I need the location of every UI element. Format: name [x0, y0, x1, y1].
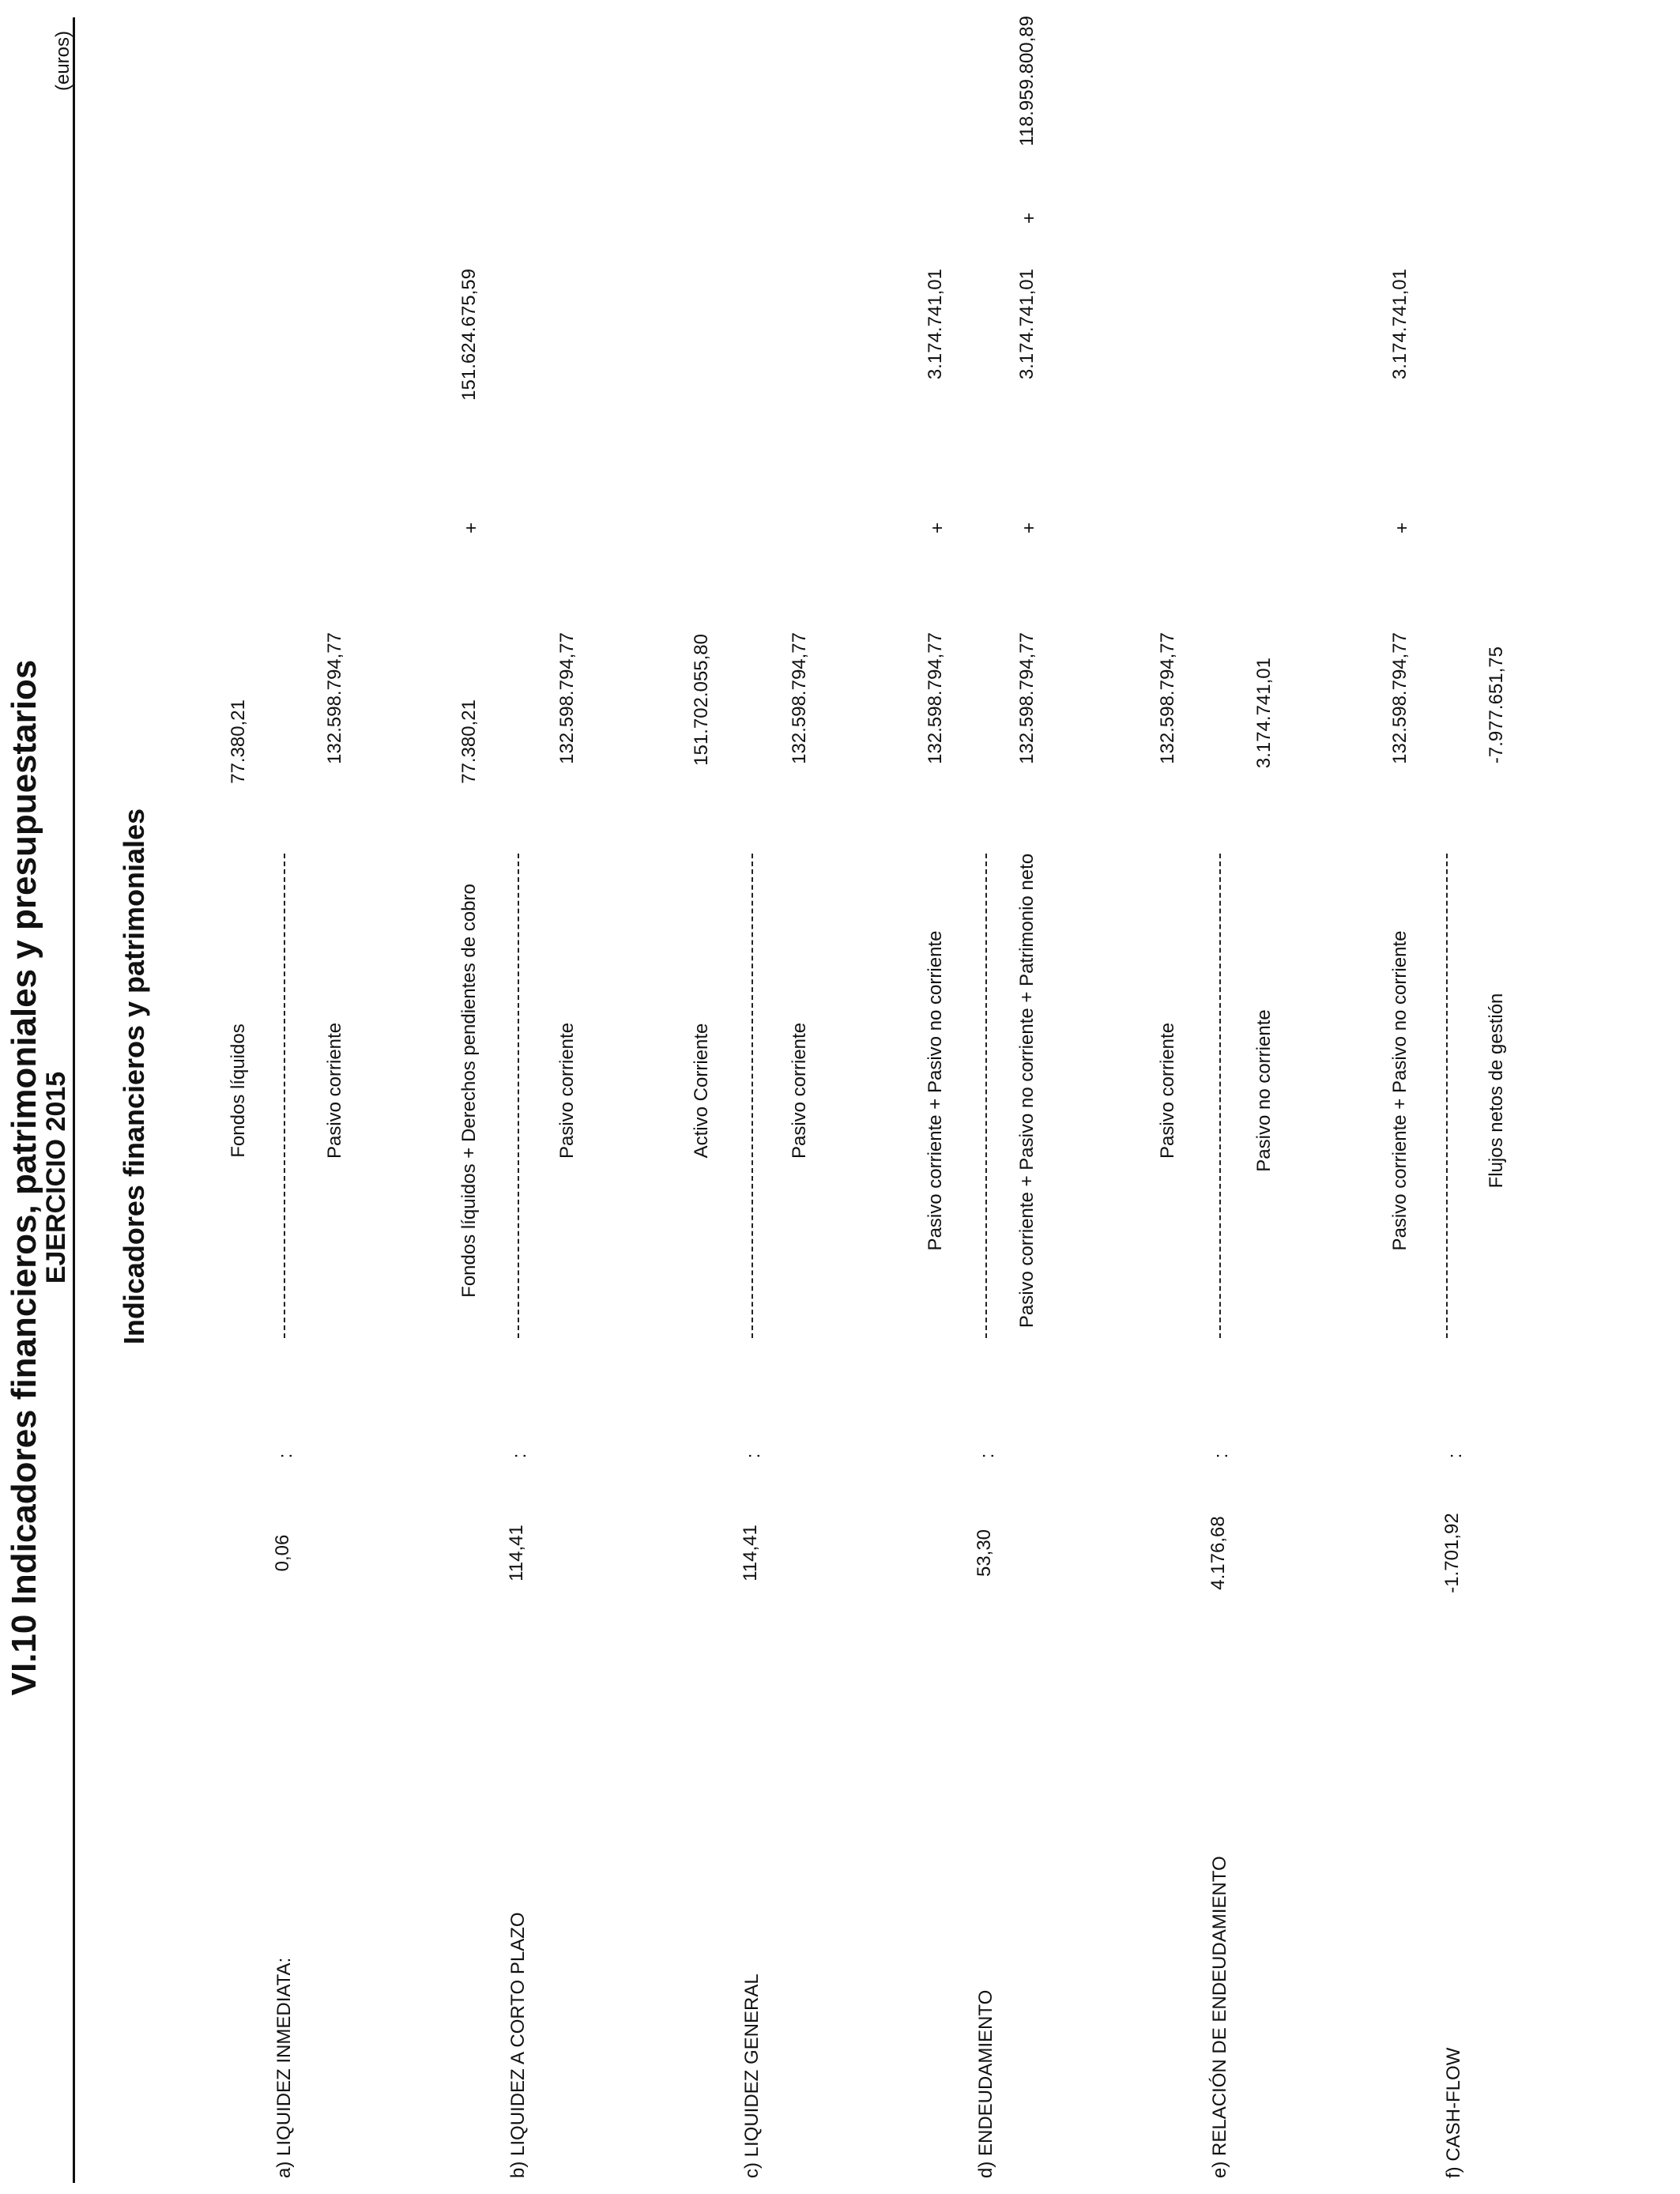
indicator-result: 4.176,68: [1207, 1516, 1229, 1590]
numerator-value: 3.174.741,01: [1389, 269, 1411, 380]
denominator-label: Pasivo corriente: [556, 1022, 578, 1159]
indicator-label: a) LIQUIDEZ INMEDIATA:: [273, 1957, 295, 2178]
numerator-value: 77.380,21: [228, 699, 249, 784]
fraction-line: [751, 854, 753, 1338]
denominator-value: 3.174.741,01: [1016, 269, 1038, 380]
denominator-label: Pasivo corriente: [789, 1022, 810, 1159]
indicator-result: -1.701,92: [1441, 1513, 1463, 1593]
indicator-result: 0,06: [272, 1534, 293, 1572]
numerator-value: 132.598.794,77: [1389, 632, 1411, 764]
numerator-value: 3.174.741,01: [925, 269, 946, 380]
denominator-value: 132.598.794,77: [789, 632, 810, 764]
indicator-colon: :: [977, 1453, 998, 1459]
plus-sign: +: [1019, 212, 1040, 224]
fraction-line: [1219, 854, 1221, 1338]
numerator-value: 132.598.794,77: [925, 632, 946, 764]
denominator-value: 132.598.794,77: [1016, 632, 1038, 764]
denominator-label: Flujos netos de gestión: [1486, 993, 1507, 1189]
indicator-result: 53,30: [974, 1529, 995, 1578]
indicator-label: e) RELACIÓN DE ENDEUDAMIENTO: [1209, 1856, 1230, 2178]
fraction-line: [1446, 854, 1448, 1338]
unit-label: (euros): [52, 30, 73, 91]
indicator-colon: :: [275, 1453, 296, 1459]
plus-sign: +: [461, 522, 482, 534]
denominator-label: Pasivo no corriente: [1253, 1009, 1275, 1172]
numerator-label: Pasivo corriente + Pasivo no corriente: [1389, 930, 1411, 1251]
denominator-value: 118.959.800,89: [1016, 16, 1038, 147]
numerator-value: 151.702.055,80: [691, 634, 712, 766]
numerator-value: 77.380,21: [458, 699, 480, 784]
header-rule: [73, 17, 75, 2183]
indicator-colon: :: [743, 1453, 764, 1459]
plus-sign: +: [1019, 522, 1040, 534]
denominator-value: 132.598.794,77: [324, 632, 345, 764]
numerator-label: Activo Corriente: [691, 1023, 712, 1159]
indicator-result: 114,41: [506, 1525, 527, 1581]
denominator-label: Pasivo corriente + Pasivo no corriente + Patrimonio neto: [1016, 853, 1038, 1329]
page-subtitle: EJERCICIO 2015: [41, 1071, 71, 1284]
plus-sign: +: [927, 522, 948, 534]
denominator-label: Pasivo corriente: [324, 1022, 345, 1159]
indicator-colon: :: [1211, 1453, 1232, 1459]
indicator-label: f) CASH-FLOW: [1443, 2047, 1464, 2178]
fraction-line: [985, 854, 987, 1338]
denominator-value: -7.977.651,75: [1486, 647, 1507, 764]
section-title: Indicadores financieros y patrimoniales: [118, 808, 150, 1345]
indicator-colon: :: [509, 1453, 530, 1459]
fraction-line: [518, 854, 519, 1338]
plus-sign: +: [1392, 522, 1413, 534]
numerator-value: 132.598.794,77: [1157, 632, 1178, 764]
numerator-label: Fondos líquidos: [228, 1023, 249, 1158]
numerator-label: Fondos líquidos + Derechos pendientes de cobro: [458, 884, 480, 1298]
indicator-label: c) LIQUIDEZ GENERAL: [741, 1973, 763, 2178]
numerator-label: Pasivo corriente + Pasivo no corriente: [925, 930, 946, 1251]
indicator-label: d) ENDEUDAMIENTO: [975, 1989, 996, 2178]
indicator-result: 114,41: [740, 1525, 761, 1581]
page-title: VI.10 Indicadores financieros, patrimoniales y presupuestarios: [5, 659, 43, 1696]
indicator-label: b) LIQUIDEZ A CORTO PLAZO: [507, 1912, 529, 2178]
numerator-label: Pasivo corriente: [1157, 1022, 1178, 1159]
numerator-value: 151.624.675,59: [458, 269, 480, 401]
denominator-value: 3.174.741,01: [1253, 658, 1275, 769]
denominator-value: 132.598.794,77: [556, 632, 578, 764]
indicator-colon: :: [1445, 1453, 1466, 1459]
fraction-line: [284, 854, 285, 1338]
